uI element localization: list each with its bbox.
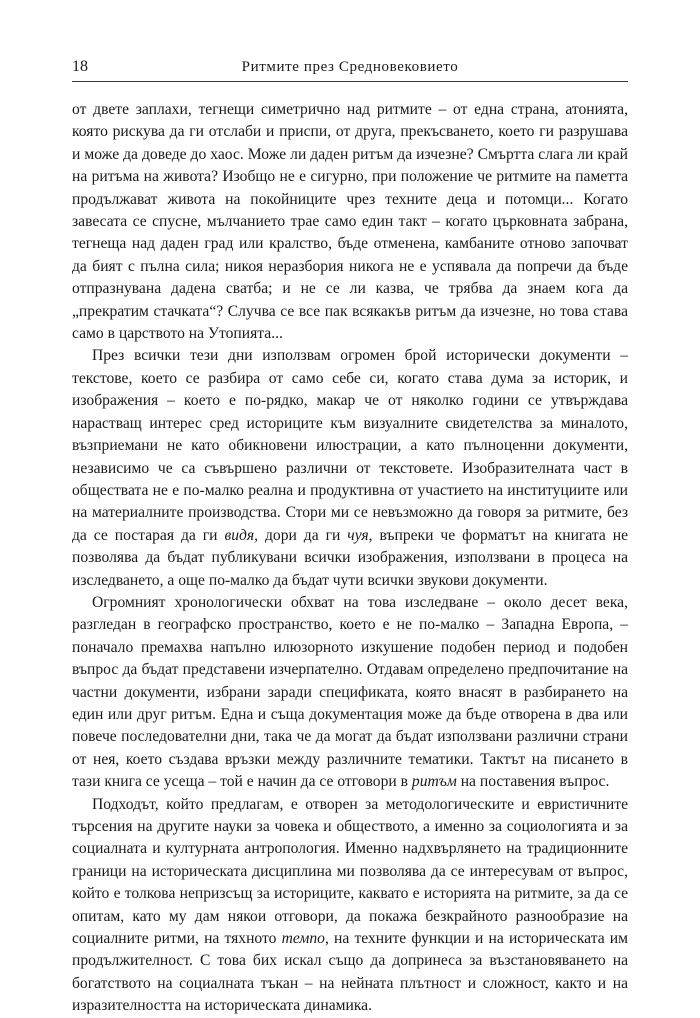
emphasis-text: видя (224, 526, 255, 544)
paragraph (72, 345, 628, 591)
text-run: Подходът, който предлагам, е отворен за методологическите и евристичните търсения на другите науки за човека и обществото, а именно за социологията и за социалната и културната антропология. Именно надхвърлянето на традиционните граници на историческата дисциплина ми позволява да се интересувам от въпрос, който е толкова непризсъщ за историците, каквато е историята на ритмите, за да се опитам, като му дам някои отговори, да покажа безкрайното разнообразие на социалните ритми, на тяхното (72, 795, 628, 948)
running-title: Ритмите през Средновековието (241, 59, 459, 75)
paragraph (72, 99, 628, 345)
paragraph (72, 592, 628, 794)
text-run: на поставения въпрос. (456, 773, 610, 791)
emphasis-text: темпо (281, 930, 325, 948)
text-run: През всички тези дни използвам огромен брой исторически документи – текстове, което се разбира от само себе си, когато става дума за историк, и изображения – което е по-рядко, макар че от няколко години се утвърждава нарастващ интерес сред историците към визуалните свидетелства за миналото, възприемани не като обикновени илюстрации, а като пълноценни документи, независимо че са съвършено различни от текстовете. Изобразителната част в обществата не е по-малко реална и продуктивна от участието на институциите или на материалните производства. Стори ми се невъзможно да говоря за ритмите, без да се постарая да ги (72, 347, 628, 544)
header-rule (72, 81, 628, 82)
emphasis-text: чуя (347, 526, 369, 544)
emphasis-text: ритъм (411, 773, 457, 791)
page-header (72, 56, 628, 78)
text-run: , въпреки че форматът на книгата не позволява да бъдат публикувани всички изображения, използвани в процеса на изследването, а още по-малко да бъдат чути всички звукови документи. (72, 526, 628, 589)
text-run: , на техните функции и на историческата им продължителност. С това бих искал също да допринеса за възстановяването на богатството на социалната тъкан – на нейната плътност и сложност, както и на изразителността на историческата динамика. (72, 930, 629, 1015)
body-text (72, 99, 628, 1018)
paragraph (72, 794, 628, 1018)
page-number: 18 (72, 58, 88, 75)
text-run: Огромният хронологически обхват на това изследване – около десет века, разгледан в географско пространство, което е не по-малко – Западна Европа, – поначало премахва напълно илюзорното изкушение подобен период и подобен въпрос да бъдат представени изчерпателно. Отдавам определено предпочитание на частни документи, избрани заради спецификата, която внасят в разбирането на един или друг ритъм. Една и съща документация може да бъде отворена в два или повече последователни дни, така че да могат да бъдат използвани различни страни от нея, което създава връзки между различните тематики. Тактът на писането в тази книга се усеща – той е начин да се отговори в (72, 593, 628, 791)
text-run: от двете заплахи, тегнещи симетрично над ритмите – от една страна, атонията, която рискува да ги отслаби и приспи, от друга, прекъсването, което ги разрушава и може да доведе до хаос. Може ли даден ритъм да изчезне? Смъртта слага ли край на ритъма на живота? Изобщо не е сигурно, при положение че ритмите на паметта продължават живота на покойниците чрез техните деца и потомци... Когато завесата се спусне, мълчанието трае само един такт – когато църковната забрана, тегнеща над даден град или кралство, бъде отменена, камбаните отново започват да бият с пълна сила; никоя неразбория никога не е успявала да попречи да бъде отпразнувана дадена сватба; и не се ли казва, че трябва да знаем кога да „прекратим стачката“? Случва се все пак всякакъв ритъм да изчезне, но това става само в царството на Утопията... (72, 101, 628, 343)
text-run: , дори да ги (254, 526, 348, 544)
